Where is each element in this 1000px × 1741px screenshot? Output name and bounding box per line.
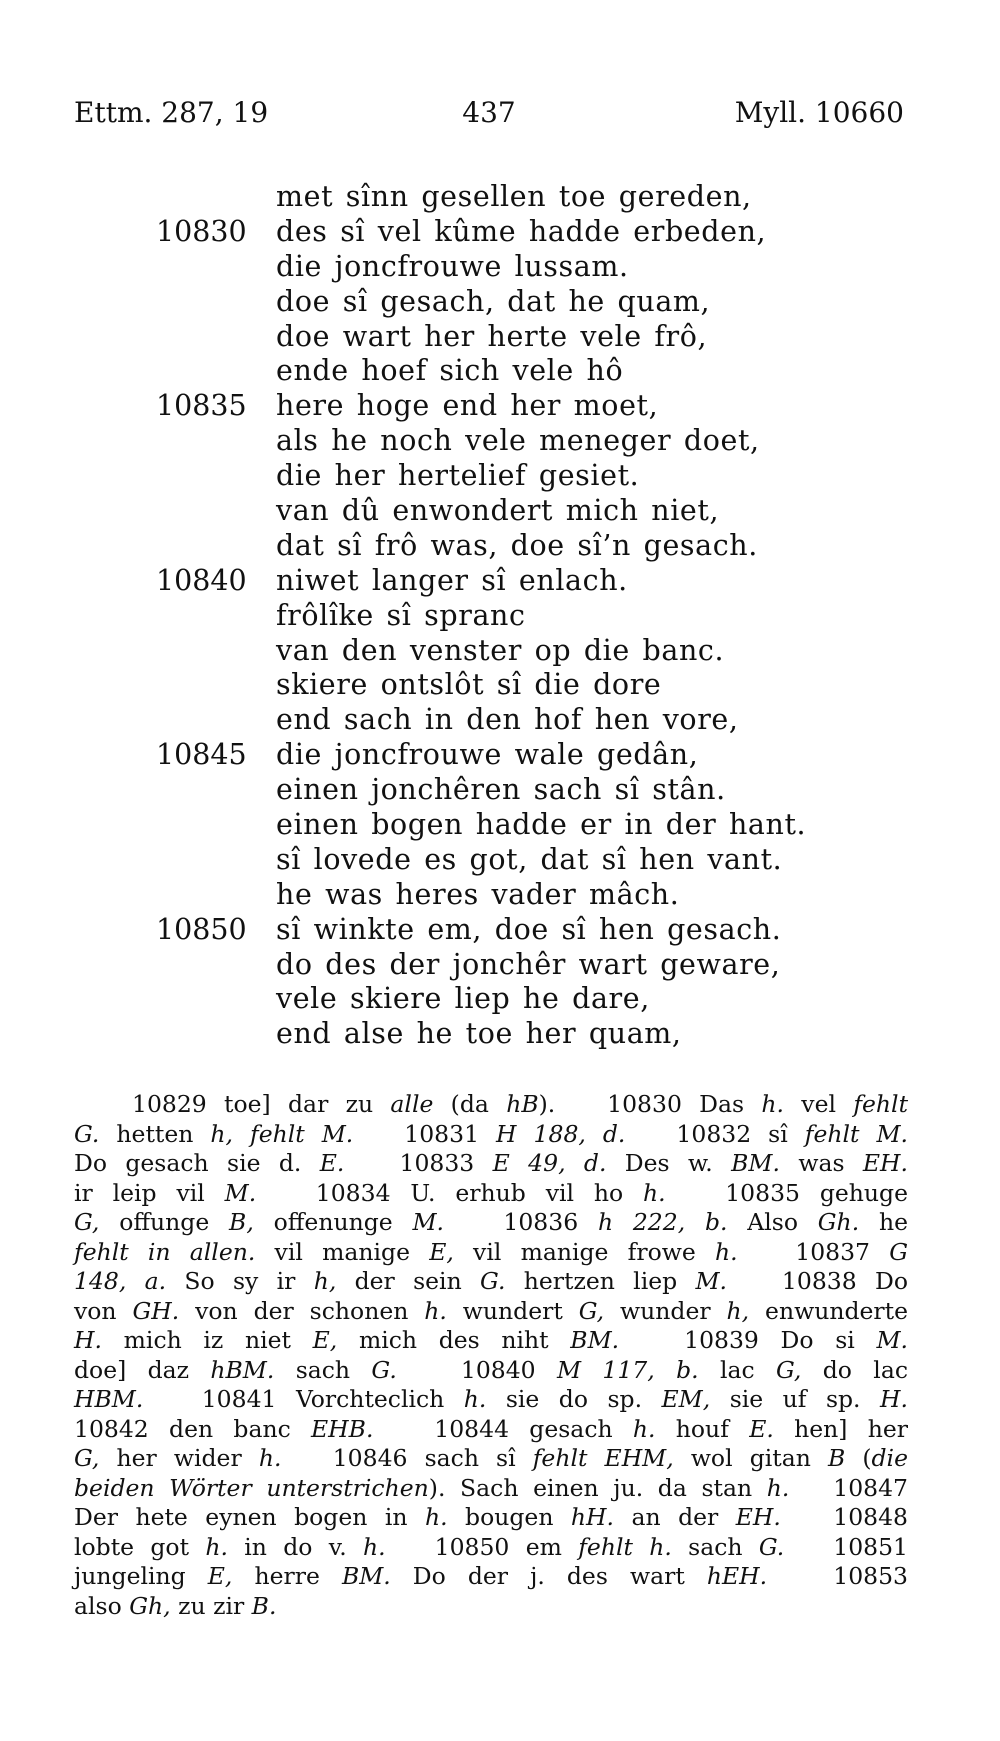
apparatus-text: Do gesach sie d. — [74, 1149, 320, 1177]
apparatus-line — [74, 1267, 908, 1297]
apparatus-text: 10846 sach sî — [281, 1444, 533, 1472]
verse-line — [0, 354, 1000, 389]
apparatus-italic-text: fehlt — [853, 1090, 909, 1118]
verse-text-line: skiere ontslôt sî die dore — [276, 668, 662, 702]
apparatus-italic-text: EHB. — [311, 1414, 374, 1443]
apparatus-text: offenunge — [253, 1208, 413, 1236]
apparatus-italic-text: h. — [766, 1473, 790, 1502]
apparatus-italic-text: h. — [424, 1503, 448, 1531]
apparatus-line — [74, 1356, 908, 1386]
apparatus-text: do lac — [801, 1355, 908, 1384]
verse-line — [0, 180, 1000, 215]
verse-line — [0, 250, 1000, 285]
apparatus-italic-text: E, — [312, 1326, 338, 1354]
apparatus-text: was — [779, 1149, 863, 1177]
verse-number: 10850 — [156, 912, 247, 946]
verse-line — [0, 738, 1000, 773]
apparatus-text: an der — [614, 1503, 736, 1531]
verse-text-line: ende hoef sich vele hô — [276, 354, 624, 388]
apparatus-italic-text: G. — [371, 1355, 397, 1384]
apparatus-text: 10847 — [789, 1473, 909, 1502]
apparatus-italic-text: BM. — [570, 1326, 620, 1354]
apparatus-text: 10851 — [784, 1532, 909, 1561]
apparatus-italic-text: fehlt EHM, — [532, 1444, 674, 1472]
apparatus-italic-text: h, — [313, 1267, 337, 1295]
apparatus-italic-text: EM, — [661, 1385, 711, 1413]
apparatus-text: doe] daz — [74, 1355, 211, 1384]
apparatus-text: (da — [433, 1090, 507, 1118]
apparatus-text: Do der j. des wart — [390, 1562, 707, 1590]
verse-line — [0, 320, 1000, 355]
apparatus-text — [655, 1356, 676, 1384]
apparatus-text: mich iz niet — [101, 1326, 313, 1354]
apparatus-text: houf — [655, 1414, 750, 1443]
verse-line — [0, 459, 1000, 494]
apparatus-line — [74, 1179, 908, 1209]
page-number: 437 — [462, 96, 516, 129]
apparatus-italic-text: GH. — [132, 1296, 180, 1325]
verse-line — [0, 843, 1000, 878]
verse-line — [0, 529, 1000, 564]
verse-text-line: sî lovede es got, dat sî hen vant. — [276, 842, 783, 876]
apparatus-line — [74, 1592, 908, 1622]
apparatus-italic-text: h 222, — [597, 1208, 686, 1236]
verse-line — [0, 773, 1000, 808]
verse-text-line: als he noch vele meneger doet, — [276, 424, 760, 458]
apparatus-italic-text: B. — [251, 1591, 277, 1620]
apparatus-text: lac — [698, 1355, 776, 1384]
apparatus-italic-text: G. — [758, 1532, 785, 1561]
apparatus-italic-text: E, — [207, 1562, 233, 1590]
apparatus-italic-text: fehlt h. — [578, 1532, 672, 1561]
verse-text-line: niwet langer sî enlach. — [276, 563, 628, 597]
apparatus-text: offunge — [99, 1208, 230, 1236]
verse-text-line: end alse he toe her quam, — [276, 1017, 682, 1051]
apparatus-text: vel — [784, 1090, 854, 1118]
verse-line — [0, 808, 1000, 843]
verse-line — [0, 1017, 1000, 1052]
verse-line — [0, 285, 1000, 320]
apparatus-line — [74, 1444, 908, 1474]
verse-number: 10835 — [156, 389, 247, 423]
apparatus-line — [74, 1533, 908, 1563]
apparatus-italic-text: fehlt in allen. — [74, 1237, 256, 1266]
verse-text-line: des sî vel kûme hadde erbeden, — [276, 214, 767, 248]
apparatus-text: 10832 sî — [625, 1119, 805, 1148]
apparatus-italic-text: hBM. — [210, 1355, 275, 1384]
verse-line — [0, 878, 1000, 913]
apparatus-text — [233, 1120, 250, 1148]
verse-line — [0, 948, 1000, 983]
verse-line — [0, 703, 1000, 738]
apparatus-text — [685, 1208, 705, 1236]
apparatus-line — [74, 1297, 908, 1327]
verse-line — [0, 634, 1000, 669]
apparatus-line — [74, 1503, 908, 1533]
apparatus-italic-text: h. — [715, 1237, 738, 1266]
apparatus-italic-text: E. — [319, 1149, 345, 1177]
apparatus-italic-text: alle — [390, 1090, 434, 1118]
apparatus-italic-text: Gh, — [129, 1591, 171, 1620]
apparatus-text — [586, 1120, 603, 1148]
apparatus-italic-text: BM. — [341, 1562, 391, 1590]
apparatus-line — [74, 1208, 908, 1238]
apparatus-italic-text: M. — [412, 1208, 445, 1236]
apparatus-italic-text: hB — [506, 1090, 539, 1118]
apparatus-text: in do v. — [227, 1532, 364, 1561]
verse-text-line: do des der jonchêr wart geware, — [276, 947, 781, 981]
apparatus-italic-text: h. — [363, 1532, 386, 1561]
apparatus-italic-text: BM. — [731, 1149, 780, 1177]
verse-text-line: doe sî gesach, dat he quam, — [276, 284, 711, 318]
apparatus-text: 10834 U. erhub vil ho — [256, 1178, 644, 1207]
apparatus-italic-text: fehlt M. — [804, 1119, 909, 1148]
apparatus-text: ). 10830 Das — [538, 1090, 762, 1118]
apparatus-italic-text: M 117, — [556, 1355, 655, 1384]
apparatus-line — [74, 1385, 908, 1415]
apparatus-text: 10838 Do — [727, 1267, 908, 1295]
verse-text-line: vele skiere liep he dare, — [276, 982, 650, 1016]
apparatus-text: wundert — [446, 1296, 579, 1325]
apparatus-italic-text: h. — [258, 1444, 282, 1472]
apparatus-text: 10842 den banc — [74, 1414, 312, 1443]
apparatus-text: sie do sp. — [486, 1385, 662, 1413]
verse-text-line: einen bogen hadde er in der hant. — [276, 808, 807, 842]
apparatus-italic-text: G, — [776, 1355, 802, 1384]
verse-text-line: die joncfrouwe lussam. — [276, 249, 629, 283]
apparatus-text: ( — [845, 1444, 872, 1472]
apparatus-italic-text: hEH. — [706, 1562, 768, 1590]
apparatus-italic-text: G. — [74, 1119, 100, 1148]
apparatus-text: hen] her — [773, 1414, 908, 1443]
apparatus-text: 10850 em — [385, 1532, 579, 1561]
apparatus-italic-text: beiden Wörter unterstrichen — [74, 1473, 429, 1502]
verse-number: 10845 — [156, 738, 247, 772]
verse-text-line: met sînn gesellen toe gereden, — [276, 180, 752, 213]
apparatus-line — [74, 1238, 908, 1268]
verse-text-line: here hoge end her moet, — [276, 389, 659, 423]
apparatus-italic-text: G — [889, 1237, 909, 1266]
apparatus-text: 10831 — [353, 1119, 497, 1148]
apparatus-italic-text: H. — [880, 1385, 908, 1413]
apparatus-text: ). Sach einen ju. da stan — [428, 1473, 767, 1502]
apparatus-italic-text: b. — [676, 1355, 699, 1384]
critical-apparatus — [74, 1090, 908, 1621]
apparatus-italic-text: E. — [749, 1414, 774, 1443]
apparatus-italic-text: h. — [761, 1090, 785, 1118]
apparatus-italic-text: EH. — [735, 1503, 781, 1531]
apparatus-italic-text: H. — [74, 1326, 102, 1354]
apparatus-italic-text: h. — [205, 1532, 228, 1561]
apparatus-italic-text: H 188, — [496, 1119, 586, 1148]
apparatus-text: mich des niht — [337, 1326, 571, 1354]
apparatus-text: vil manige frowe — [453, 1237, 715, 1266]
apparatus-text: bougen — [447, 1503, 571, 1531]
verse-text-line: einen jonchêren sach sî stân. — [276, 773, 726, 807]
apparatus-text: also — [74, 1591, 130, 1620]
apparatus-italic-text: h, — [726, 1296, 750, 1325]
apparatus-text: zu zir — [170, 1591, 252, 1620]
verse-number: 10830 — [156, 214, 247, 248]
apparatus-italic-text: HBM. — [74, 1385, 144, 1413]
apparatus-text: ir leip vil — [74, 1178, 225, 1207]
verse-line — [0, 599, 1000, 634]
apparatus-italic-text: fehlt M. — [250, 1119, 354, 1148]
apparatus-italic-text: b. — [704, 1208, 728, 1236]
apparatus-italic-text: h. — [424, 1296, 447, 1325]
apparatus-text: 10848 — [780, 1503, 909, 1531]
apparatus-text — [126, 1267, 144, 1295]
apparatus-line — [74, 1120, 908, 1150]
verse-line — [0, 494, 1000, 529]
apparatus-text: 10835 gehuge — [665, 1178, 909, 1207]
apparatus-italic-text: M. — [876, 1326, 908, 1354]
apparatus-text: 10836 — [444, 1208, 598, 1236]
running-header — [74, 96, 904, 136]
header-left-reference: Ettm. 287, 19 — [74, 96, 269, 129]
verse-text-line: frôlîke sî spranc — [276, 598, 526, 632]
apparatus-text — [566, 1149, 584, 1177]
apparatus-text: wunder — [604, 1296, 727, 1325]
apparatus-line — [74, 1474, 908, 1504]
apparatus-italic-text: B — [827, 1444, 846, 1472]
apparatus-text: hertzen liep — [505, 1267, 696, 1295]
verse-line — [0, 668, 1000, 703]
apparatus-text: lobte got — [74, 1532, 206, 1561]
apparatus-text: sie uf sp. — [710, 1385, 881, 1413]
apparatus-text: herre — [232, 1562, 342, 1590]
apparatus-text: he — [859, 1208, 909, 1236]
verse-text-line: die her hertelief gesiet. — [276, 459, 640, 493]
apparatus-text: hetten — [99, 1119, 211, 1148]
verse-line — [0, 982, 1000, 1017]
verse-text — [0, 180, 1000, 1052]
verse-line — [0, 913, 1000, 948]
apparatus-text: 10841 Vorchteclich — [143, 1385, 464, 1413]
apparatus-italic-text: Gh. — [817, 1208, 860, 1236]
apparatus-text: sach — [274, 1355, 372, 1384]
apparatus-text: 10839 Do si — [619, 1326, 877, 1354]
apparatus-italic-text: G, — [74, 1208, 100, 1236]
verse-line — [0, 215, 1000, 250]
verse-line — [0, 424, 1000, 459]
verse-text-line: dat sî frô was, doe sî’n gesach. — [276, 528, 758, 562]
apparatus-line — [74, 1415, 908, 1445]
apparatus-line — [74, 1149, 908, 1179]
apparatus-text: wol gitan — [673, 1444, 828, 1472]
apparatus-italic-text: d. — [602, 1119, 626, 1148]
header-right-reference: Myll. 10660 — [734, 96, 904, 129]
verse-text-line: die joncfrouwe wale gedân, — [276, 738, 699, 772]
apparatus-line — [74, 1562, 908, 1592]
apparatus-text: jungeling — [74, 1562, 208, 1590]
verse-text-line: van den venster op die banc. — [276, 633, 725, 667]
apparatus-italic-text: G, — [74, 1444, 100, 1472]
apparatus-italic-text: M. — [695, 1267, 728, 1295]
apparatus-text: her wider — [99, 1444, 259, 1472]
apparatus-text: Des w. — [606, 1149, 732, 1177]
verse-text-line: end sach in den hof hen vore, — [276, 703, 739, 737]
apparatus-italic-text: EH. — [862, 1149, 909, 1177]
apparatus-italic-text: h. — [632, 1414, 656, 1443]
apparatus-text: Der hete eynen bogen in — [74, 1503, 425, 1531]
apparatus-italic-text: G, — [578, 1296, 605, 1325]
apparatus-italic-text: h. — [463, 1385, 487, 1413]
apparatus-italic-text: E 49, — [492, 1149, 566, 1177]
apparatus-text: 10829 toe] dar zu — [132, 1090, 391, 1118]
apparatus-text: 10840 — [396, 1355, 557, 1384]
apparatus-italic-text: a. — [144, 1267, 167, 1295]
verse-number: 10840 — [156, 563, 247, 597]
apparatus-italic-text: die — [871, 1444, 908, 1472]
apparatus-italic-text: B, — [229, 1208, 254, 1236]
verse-text-line: sî winkte em, doe sî hen gesach. — [276, 912, 782, 946]
verse-line — [0, 564, 1000, 599]
apparatus-text: von der schonen — [179, 1296, 425, 1325]
apparatus-text: von — [74, 1296, 133, 1325]
apparatus-text: 10844 gesach — [373, 1414, 633, 1443]
apparatus-text: 10833 — [344, 1149, 493, 1177]
apparatus-italic-text: G. — [480, 1267, 506, 1295]
apparatus-text: 10853 — [767, 1562, 909, 1590]
apparatus-text: Also — [727, 1208, 818, 1236]
apparatus-italic-text: M. — [224, 1178, 257, 1207]
apparatus-italic-text: 148, — [74, 1267, 127, 1295]
apparatus-italic-text: hH. — [570, 1503, 615, 1531]
apparatus-text: enwunderte — [749, 1296, 908, 1325]
verse-text-line: doe wart her herte vele frô, — [276, 319, 708, 353]
apparatus-italic-text: d. — [583, 1149, 607, 1177]
verse-line — [0, 389, 1000, 424]
verse-text-line: van dû enwondert mich niet, — [276, 494, 720, 528]
apparatus-italic-text: h. — [643, 1178, 666, 1207]
apparatus-text: sach — [671, 1532, 759, 1561]
verse-text-line: he was heres vader mâch. — [276, 877, 680, 911]
apparatus-text: der sein — [336, 1267, 481, 1295]
apparatus-line — [74, 1326, 908, 1356]
apparatus-text: So sy ir — [166, 1267, 314, 1295]
apparatus-italic-text: E, — [429, 1237, 454, 1266]
apparatus-text: 10837 — [737, 1237, 890, 1266]
apparatus-text: vil manige — [255, 1237, 430, 1266]
apparatus-italic-text: h, — [210, 1119, 233, 1148]
apparatus-line — [74, 1090, 908, 1120]
